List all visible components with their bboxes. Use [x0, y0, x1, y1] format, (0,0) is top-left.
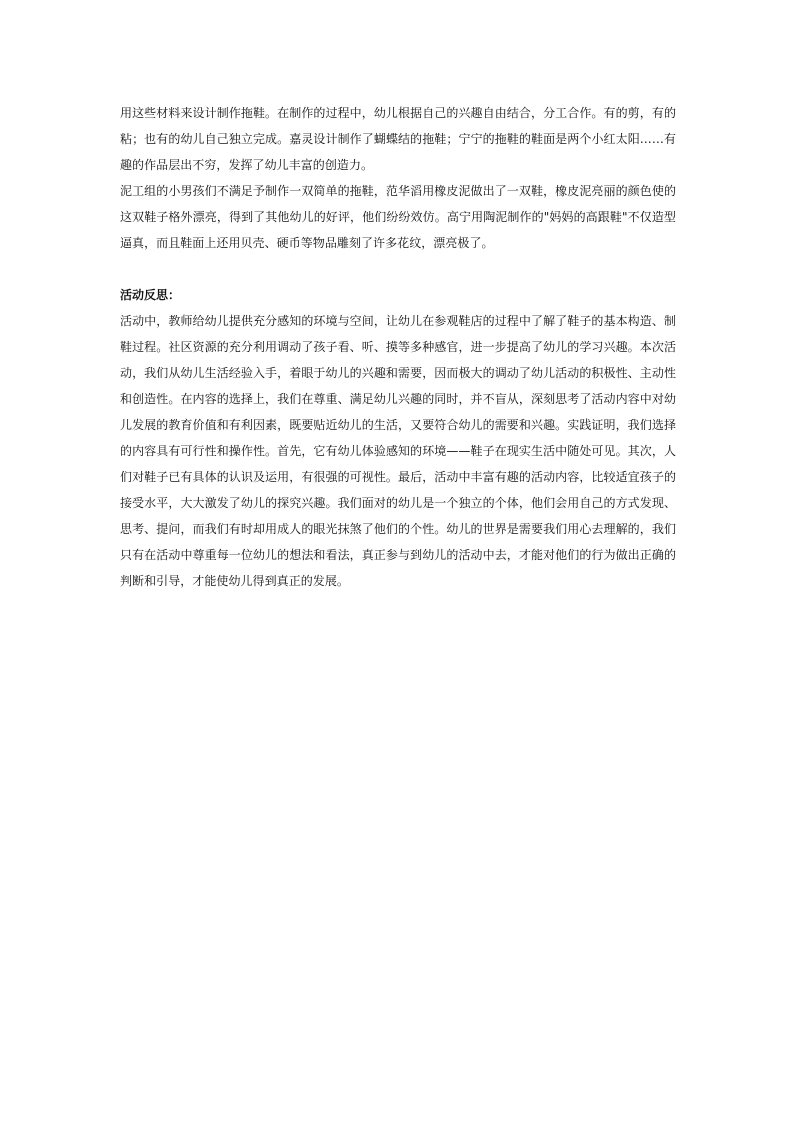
document-body [120, 100, 676, 594]
paragraph-making-slippers: 用这些材料来设计制作拖鞋。在制作的过程中，幼儿根据自己的兴趣自由结合，分工合作。有的剪，有的粘；也有的幼儿自己独立完成。嘉灵设计制作了蝴蝶结的拖鞋；宁宁的拖鞋的鞋面是两个小红太阳……有趣的作品层出不穷，发挥了幼儿丰富的创造力。 [120, 106, 676, 172]
section-heading-reflection: 活动反思： [120, 288, 181, 302]
paragraph-reflection: 活动中，教师给幼儿提供充分感知的环境与空间，让幼儿在参观鞋店的过程中了解了鞋子的基本构造、制鞋过程。社区资源的充分利用调动了孩子看、听、摸等多种感官，进一步提高了幼儿的学习兴趣。本次活动，我们从幼儿生活经验入手，着眼于幼儿的兴趣和需要，因而极大的调动了幼儿活动的积极性、主动性和创造性。在内容的选择上，我们在尊重、满足幼儿兴趣的同时，并不盲从，深刻思考了活动内容中对幼儿发展的教育价值和有利因素，既要贴近幼儿的生活，又要符合幼儿的需要和兴趣。实践证明，我们选择的内容具有可行性和操作性。首先，它有幼儿体验感知的环境——鞋子在现实生活中随处可见。其次，人们对鞋子已有具体的认识及运用，有很强的可视性。最后，活动中丰富有趣的活动内容，比较适宜孩子的接受水平，大大激发了幼儿的探究兴趣。我们面对的幼儿是一个独立的个体，他们会用自己的方式发现、思考、提问，而我们有时却用成人的眼光抹煞了他们的个性。幼儿的世界是需要我们用心去理解的，我们只有在活动中尊重每一位幼儿的想法和看法，真正参与到幼儿的活动中去，才能对他们的行为做出正确的判断和引导，才能使幼儿得到真正的发展。 [120, 314, 676, 588]
paragraph-clay-group: 泥工组的小男孩们不满足予制作一双简单的拖鞋，范华滔用橡皮泥做出了一双鞋，橡皮泥亮丽的颜色使的这双鞋子格外漂亮，得到了其他幼儿的好评，他们纷纷效仿。高宁用陶泥制作的"妈妈的高跟鞋"不仅造型逼真，而且鞋面上还用贝壳、硬币等物品雕刻了许多花纹，漂亮极了。 [120, 184, 676, 250]
